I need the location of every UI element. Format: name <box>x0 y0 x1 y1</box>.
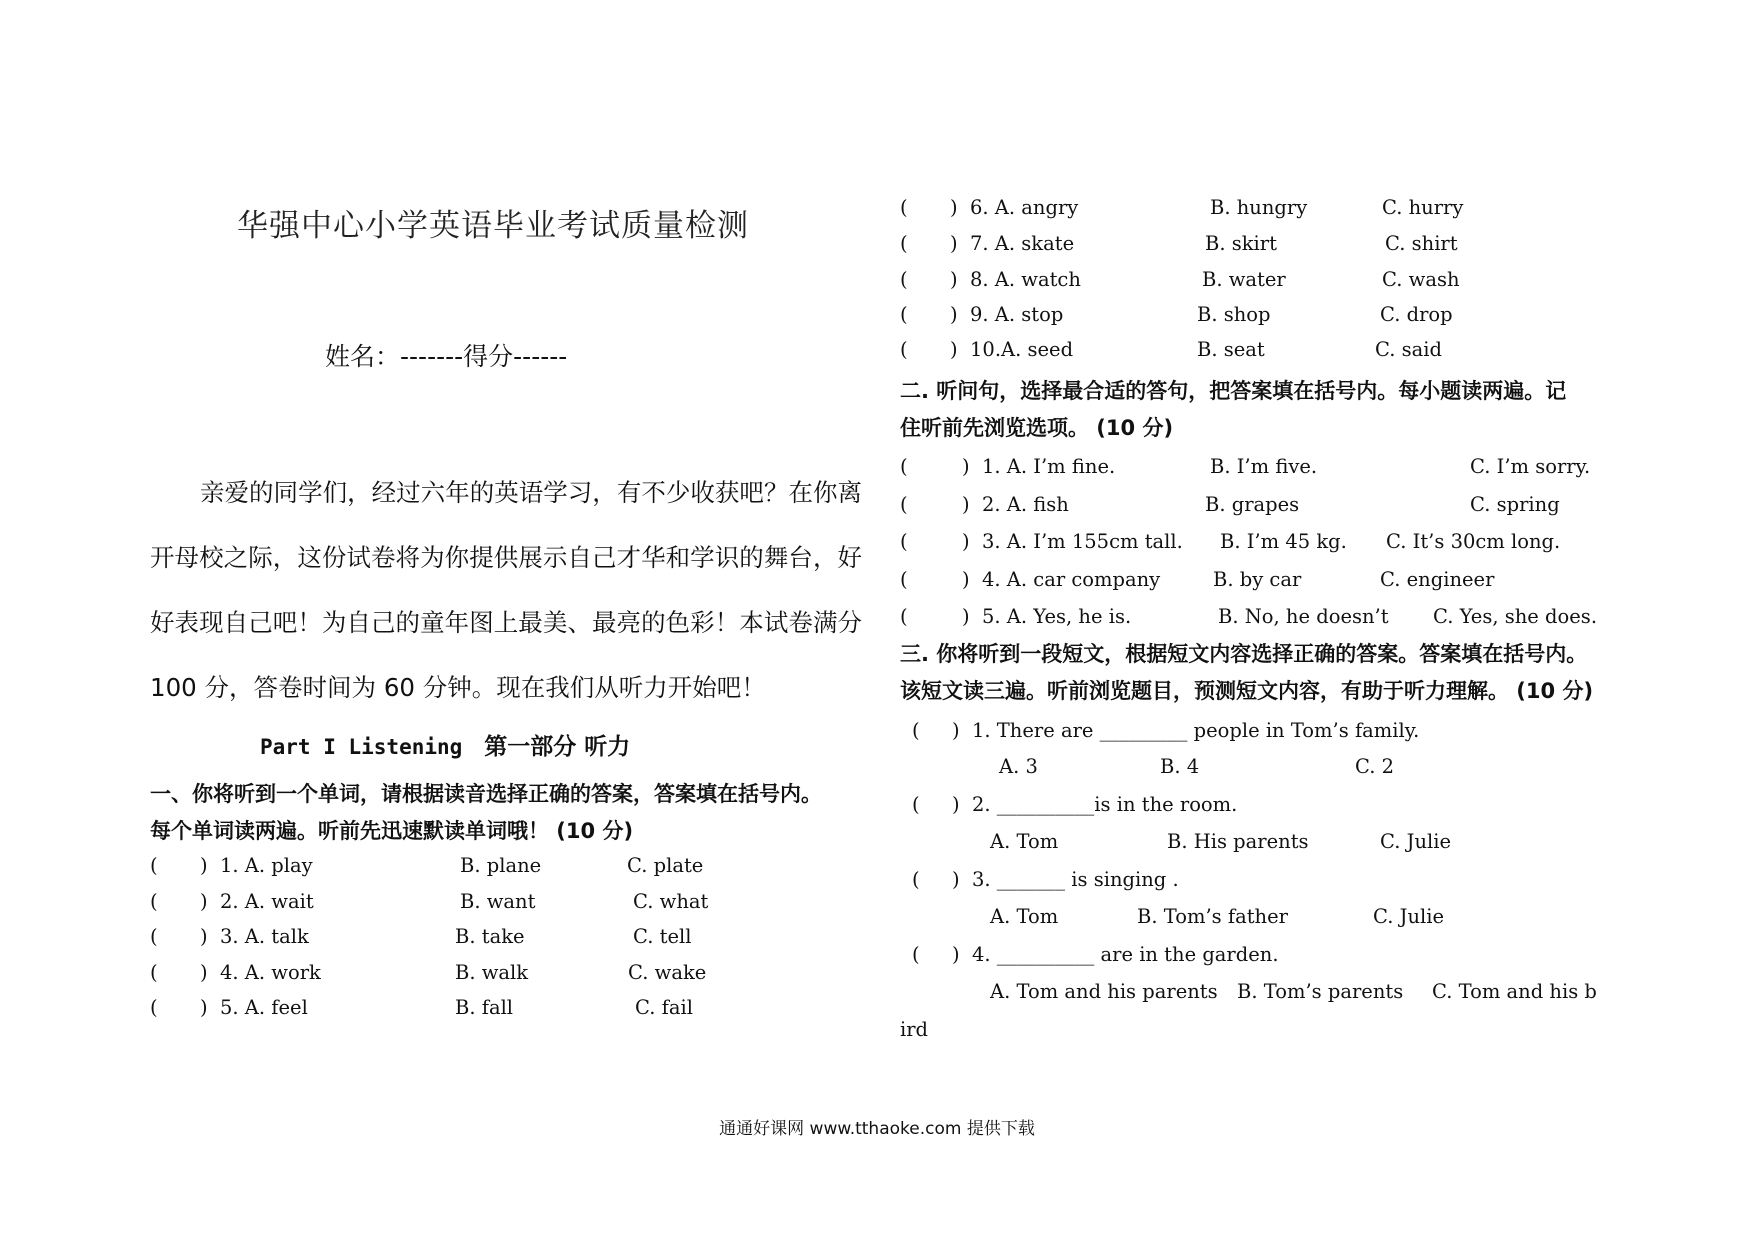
section1-heading-line2: 每个单词读两遍。听前先迅速默读单词哦！ (10 分) <box>150 819 634 843</box>
option-b: B. take <box>455 925 525 948</box>
close-paren: ) <box>962 530 970 553</box>
option-a: 1. A. play <box>220 854 313 877</box>
option-b: B. water <box>1202 268 1286 291</box>
option-b: B. Tom’s father <box>1137 905 1288 928</box>
close-paren: ) <box>950 303 958 326</box>
option-b: B. hungry <box>1210 196 1308 219</box>
close-paren: ) <box>950 268 958 291</box>
close-paren: ) <box>952 868 960 891</box>
option-c: C. hurry <box>1382 196 1464 219</box>
question-stem: 3. _______ is singing . <box>972 868 1179 891</box>
question-stem: 4. __________ are in the garden. <box>972 943 1279 966</box>
option-c: C. Yes, she does. <box>1433 605 1598 628</box>
wrapped-text: ird <box>900 1018 929 1041</box>
option-a: A. 3 <box>999 755 1038 778</box>
open-paren: ( <box>150 854 158 877</box>
open-paren: ( <box>900 605 908 628</box>
option-c: C. shirt <box>1385 232 1458 255</box>
option-c: C. spring <box>1470 493 1560 516</box>
open-paren: ( <box>900 493 908 516</box>
option-a: 8. A. watch <box>970 268 1081 291</box>
section1-heading-line1: 一、你将听到一个单词，请根据读音选择正确的答案，答案填在括号内。 <box>150 782 822 806</box>
option-c: C. wake <box>628 961 707 984</box>
open-paren: ( <box>912 793 920 816</box>
option-c: C. plate <box>627 854 704 877</box>
option-a: 1. A. I’m fine. <box>982 455 1116 478</box>
close-paren: ) <box>962 455 970 478</box>
option-a: 5. A. Yes, he is. <box>982 605 1132 628</box>
option-a: 2. A. wait <box>220 890 314 913</box>
open-paren: ( <box>150 961 158 984</box>
option-a: 7. A. skate <box>970 232 1075 255</box>
option-b: B. grapes <box>1205 493 1300 516</box>
question-stem: 1. There are _________ people in Tom’s family. <box>972 719 1420 742</box>
option-a: 9. A. stop <box>970 303 1064 326</box>
open-paren: ( <box>150 890 158 913</box>
option-a: 3. A. talk <box>220 925 309 948</box>
option-b: B. shop <box>1197 303 1271 326</box>
open-paren: ( <box>900 455 908 478</box>
option-a: 5. A. feel <box>220 996 308 1019</box>
option-a: 6. A. angry <box>970 196 1079 219</box>
close-paren: ) <box>950 338 958 361</box>
open-paren: ( <box>900 338 908 361</box>
close-paren: ) <box>200 925 208 948</box>
option-c: C. drop <box>1380 303 1453 326</box>
part-heading <box>260 728 630 761</box>
part-heading-en: Part I Listening <box>260 735 463 759</box>
close-paren: ) <box>952 719 960 742</box>
open-paren: ( <box>900 232 908 255</box>
option-a: 4. A. work <box>220 961 321 984</box>
option-a: 4. A. car company <box>982 568 1161 591</box>
option-b: B. fall <box>455 996 514 1019</box>
option-c: C. said <box>1375 338 1442 361</box>
open-paren: ( <box>900 530 908 553</box>
option-b: B. Tom’s parents <box>1237 980 1404 1003</box>
close-paren: ) <box>952 943 960 966</box>
option-c: C. what <box>633 890 709 913</box>
option-b: B. His parents <box>1167 830 1309 853</box>
option-b: B. skirt <box>1205 232 1277 255</box>
part-heading-cn: 第一部分 听力 <box>484 734 631 760</box>
open-paren: ( <box>900 568 908 591</box>
close-paren: ) <box>952 793 960 816</box>
open-paren: ( <box>912 943 920 966</box>
option-a: A. Tom <box>990 830 1059 853</box>
open-paren: ( <box>150 996 158 1019</box>
option-b: B. seat <box>1197 338 1265 361</box>
option-b: B. 4 <box>1160 755 1200 778</box>
section2-heading-line2: 住听前先浏览选项。 (10 分) <box>900 416 1174 440</box>
close-paren: ) <box>962 605 970 628</box>
page-title: 华强中心小学英语毕业考试质量检测 <box>237 208 749 244</box>
option-b: B. by car <box>1213 568 1302 591</box>
close-paren: ) <box>962 568 970 591</box>
close-paren: ) <box>200 961 208 984</box>
option-a: 3. A. I’m 155cm tall. <box>982 530 1183 553</box>
open-paren: ( <box>150 925 158 948</box>
section3-heading-line1: 三. 你将听到一段短文，根据短文内容选择正确的答案。答案填在括号内。 <box>900 642 1588 666</box>
close-paren: ) <box>200 996 208 1019</box>
option-b: B. walk <box>455 961 529 984</box>
option-b: B. I’m five. <box>1210 455 1318 478</box>
open-paren: ( <box>900 303 908 326</box>
section3-heading-line2: 该短文读三遍。听前浏览题目，预测短文内容，有助于听力理解。 (10 分) <box>900 679 1594 703</box>
option-b: B. want <box>460 890 536 913</box>
open-paren: ( <box>900 268 908 291</box>
option-a: A. Tom and his parents <box>990 980 1218 1003</box>
close-paren: ) <box>962 493 970 516</box>
option-c: C. tell <box>633 925 692 948</box>
open-paren: ( <box>912 719 920 742</box>
close-paren: ) <box>200 890 208 913</box>
footer: 通通好课网 www.tthaoke.com 提供下载 <box>719 1119 1035 1139</box>
option-c: C. engineer <box>1380 568 1495 591</box>
option-c: C. wash <box>1382 268 1460 291</box>
close-paren: ) <box>950 232 958 255</box>
option-a: 2. A. fish <box>982 493 1069 516</box>
option-c: C. Tom and his b <box>1432 980 1597 1003</box>
option-b: B. No, he doesn’t <box>1218 605 1389 628</box>
close-paren: ) <box>200 854 208 877</box>
option-c: C. I’m sorry. <box>1470 455 1591 478</box>
close-paren: ) <box>950 196 958 219</box>
open-paren: ( <box>912 868 920 891</box>
question-stem: 2. __________is in the room. <box>972 793 1238 816</box>
option-c: C. Julie <box>1380 830 1452 853</box>
option-c: C. 2 <box>1355 755 1395 778</box>
open-paren: ( <box>900 196 908 219</box>
option-a: 10.A. seed <box>970 338 1074 361</box>
section2-heading-line1: 二. 听问句，选择最合适的答句，把答案填在括号内。每小题读两遍。记 <box>900 379 1567 403</box>
intro-paragraph: 亲爱的同学们，经过六年的英语学习，有不少收获吧？在你离开母校之际，这份试卷将为你提供展示自己才华和学识的舞台，好好表现自己吧！为自己的童年图上最美、最亮的色彩！本试卷满分 100 分，答卷时间为 60 分钟。现在我们从听力开始吧！ <box>150 478 862 702</box>
option-c: C. Julie <box>1373 905 1445 928</box>
option-b: B. I’m 45 kg. <box>1220 530 1347 553</box>
name-score-line: 姓名：-------得分------ <box>325 342 568 371</box>
option-c: C. It’s 30cm long. <box>1386 530 1561 553</box>
option-b: B. plane <box>460 854 542 877</box>
option-a: A. Tom <box>990 905 1059 928</box>
option-c: C. fail <box>635 996 693 1019</box>
